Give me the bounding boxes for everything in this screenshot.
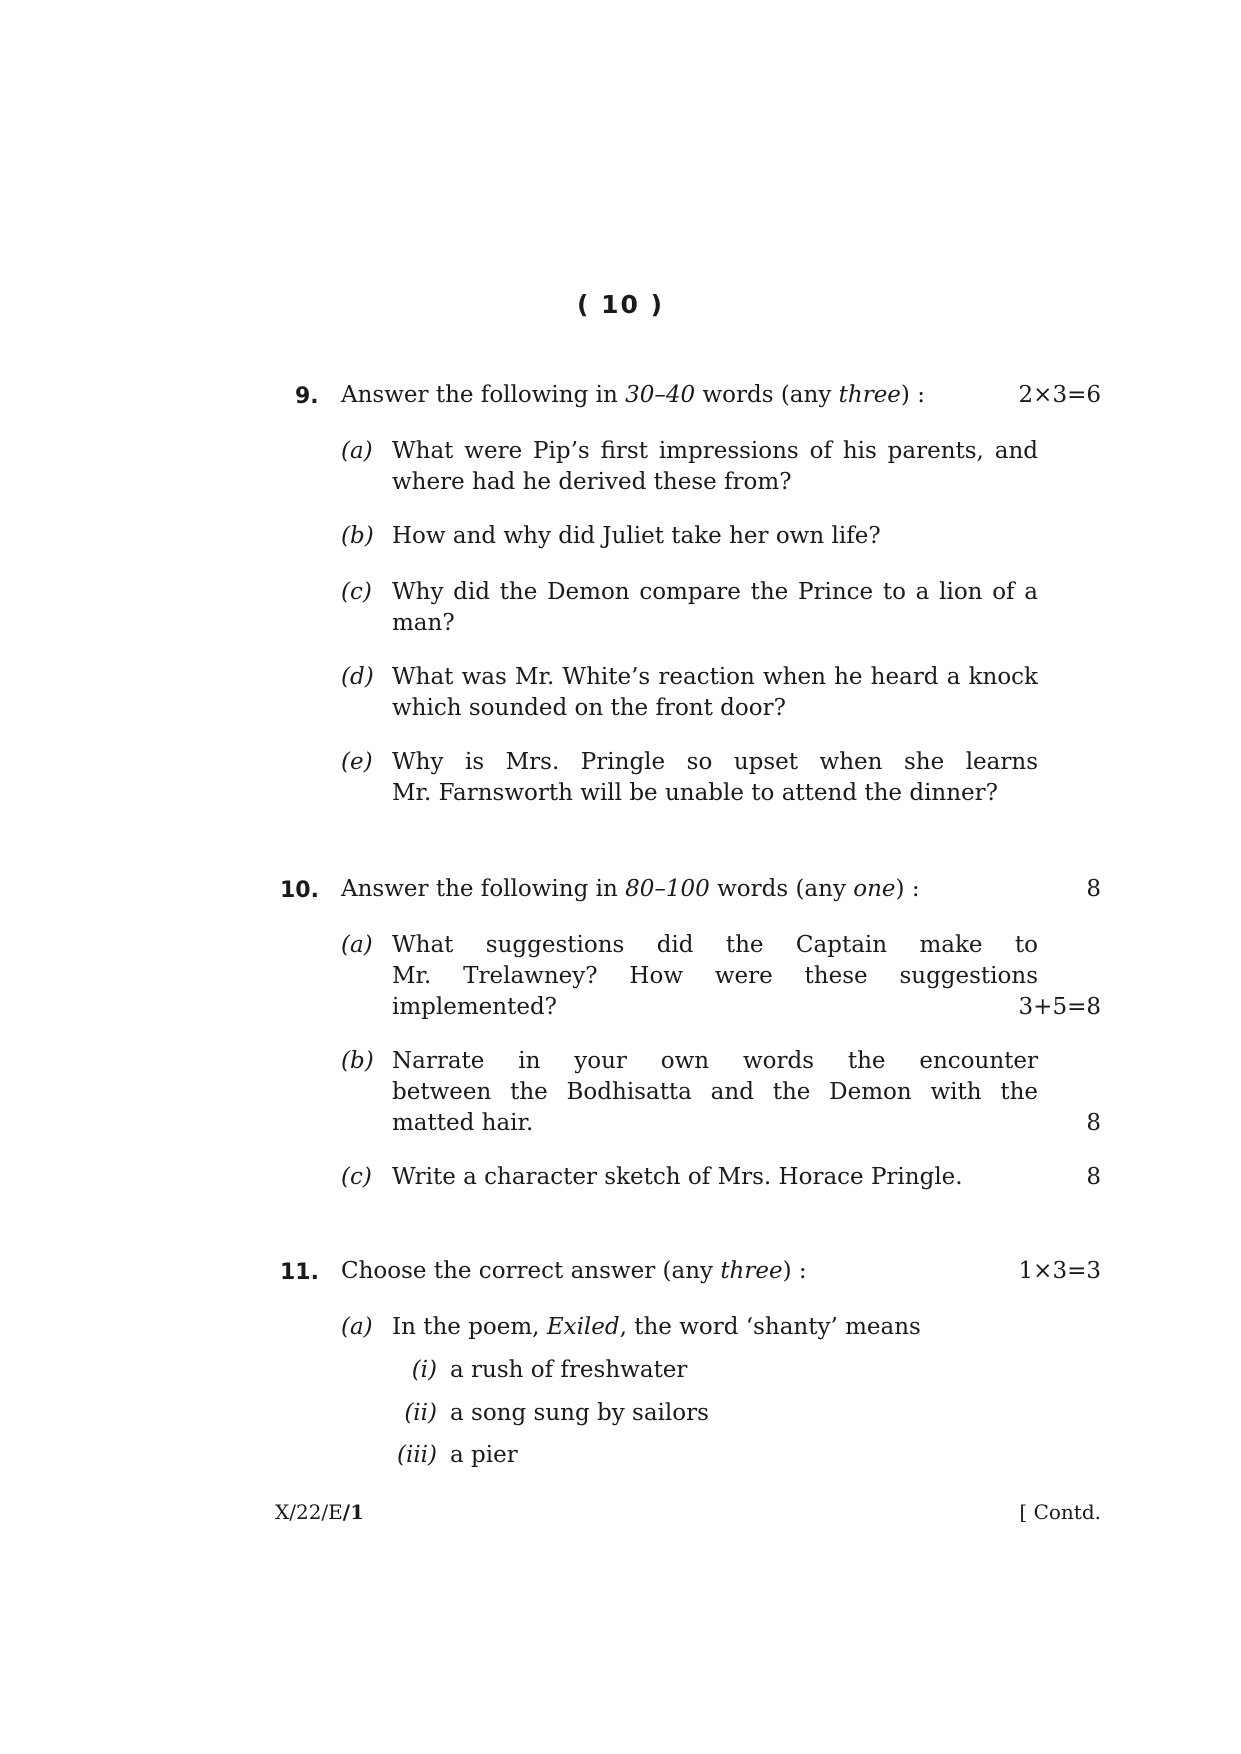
q9-part-d-label: (d) [341,664,374,690]
question-9-number: 9. [295,384,319,409]
prompt-text: ) : [895,876,920,902]
q10-part-a-marks: 3+5=8 [1018,994,1101,1020]
q9-part-c-text: Why did the Demon compare the Prince to a lion of a man? [392,579,1038,636]
q9-part-e-label: (e) [341,749,373,775]
question-11-prompt [341,1256,807,1287]
q9-part-b-text: How and why did Juliet take her own life? [392,523,881,549]
q11-a-option-iii-text: a pier [450,1442,518,1468]
prompt-text: ) : [900,382,925,408]
q10-part-b-line2: between the Bodhisatta and the Demon with the [392,1079,1038,1105]
prompt-text: words (any [695,382,839,408]
q11-a-option-ii-text: a song sung by sailors [450,1400,709,1426]
q10-part-a-line1: What suggestions did the Captain make to [392,932,1038,958]
word-range: 80–100 [625,876,710,902]
paper-code-prefix: X/22/E [275,1500,343,1524]
page-number: ( 10 ) [576,290,665,319]
q9-part-c-label: (c) [341,579,372,605]
question-10-number: 10. [280,878,319,903]
q9-part-b-label: (b) [341,523,374,549]
q10-part-a-line2: Mr. Trelawney? How were these suggestions [392,963,1038,989]
prompt-text: words (any [709,876,854,902]
choice-count: three [720,1258,783,1284]
choice-count: three [838,382,901,408]
q9-part-a-label: (a) [341,438,373,464]
q10-part-b-line3: matted hair. [392,1110,534,1136]
question-11-number: 11. [280,1260,319,1285]
q10-part-c-label: (c) [341,1164,372,1190]
question-9-prompt [341,380,925,411]
contd-label: [ Contd. [1019,1500,1101,1524]
q10-part-a-line3: implemented? [392,994,557,1020]
q10-part-b-line1: Narrate in your own words the encounter [392,1048,1038,1074]
q11-a-option-ii-label: (ii) [404,1400,437,1426]
q10-part-b-label: (b) [341,1048,374,1074]
q9-part-a-text: What were Pip’s first impressions of his parents, and where had he derived these from? [392,438,1038,495]
prompt-text: Answer the following in [341,382,626,408]
question-10-prompt [341,874,920,905]
prompt-text: Choose the correct answer (any [341,1258,721,1284]
q9-part-d-text: What was Mr. White’s reaction when he heard a knock which sounded on the front door? [392,664,1038,721]
question-text: In the poem, [392,1314,547,1340]
question-11-marks: 1×3=3 [1018,1258,1101,1284]
q10-part-c-text: Write a character sketch of Mrs. Horace Pringle. [392,1164,963,1190]
q11-a-option-iii-label: (iii) [396,1442,437,1468]
choice-count: one [853,876,896,902]
q10-part-c-marks: 8 [1086,1164,1101,1190]
q10-part-a-label: (a) [341,932,373,958]
q11-a-option-i-text: a rush of freshwater [450,1357,688,1383]
q11-part-a-label: (a) [341,1314,373,1340]
question-9-marks: 2×3=6 [1018,382,1101,408]
paper-code [275,1499,364,1525]
q10-part-b-marks: 8 [1086,1110,1101,1136]
word-range: 30–40 [625,382,696,408]
q11-part-a-text [392,1312,921,1343]
prompt-text: ) : [782,1258,807,1284]
poem-title: Exiled [546,1314,620,1340]
paper-code-suffix: /1 [342,1500,364,1524]
q11-a-option-i-label: (i) [411,1357,437,1383]
question-text: , the word ‘shanty’ means [619,1314,921,1340]
prompt-text: Answer the following in [341,876,626,902]
q9-part-e-line2: Mr. Farnsworth will be unable to attend the dinner? [392,780,998,806]
q9-part-e-line1: Why is Mrs. Pringle so upset when she learns [392,749,1038,775]
question-10-marks: 8 [1086,876,1101,902]
